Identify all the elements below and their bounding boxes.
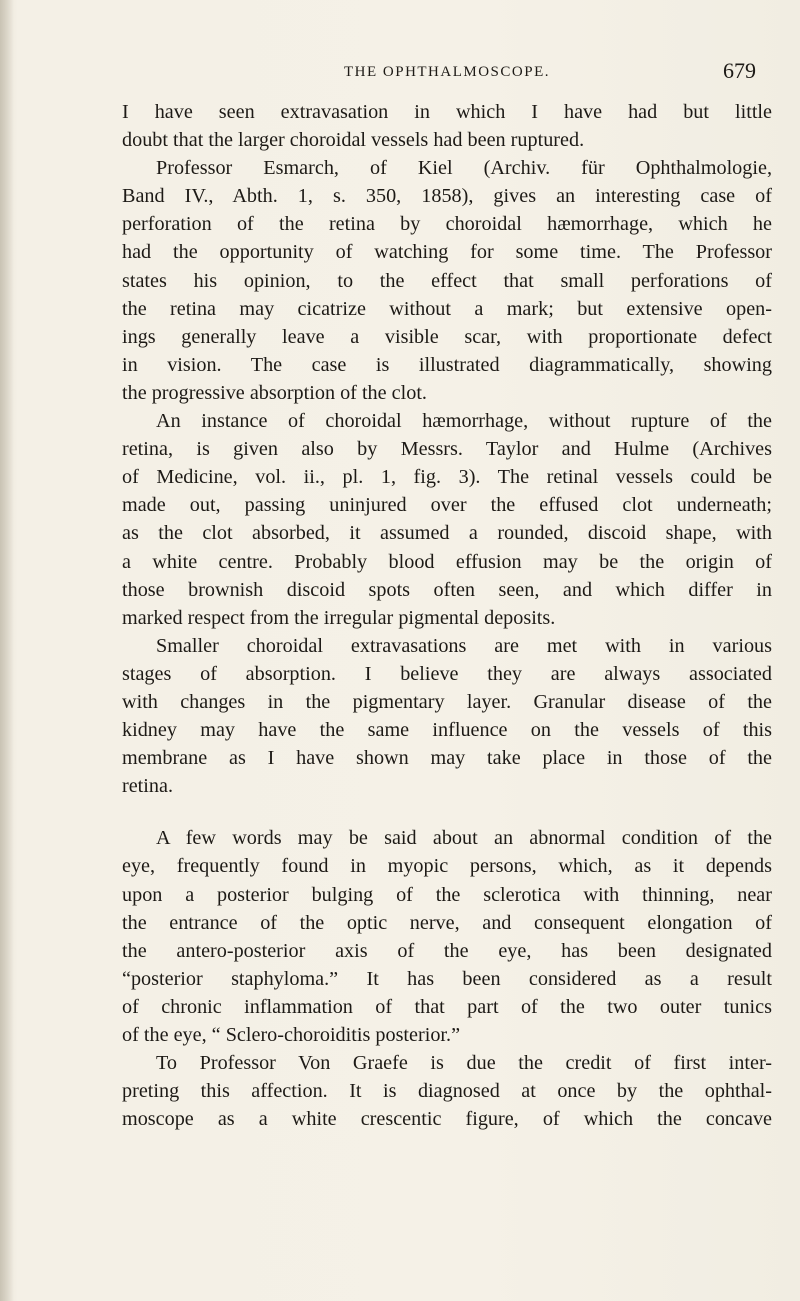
running-head <box>92 58 762 88</box>
text-line: of chronic inflammation of that part of the two outer tunics <box>122 995 772 1018</box>
text-line: the entrance of the optic nerve, and consequent elongation of <box>122 911 772 934</box>
paragraph-5 <box>122 824 772 1049</box>
text-line: of Medicine, vol. ii., pl. 1, fig. 3). The retinal vessels could be <box>122 466 772 489</box>
text-line: of the eye, “ Sclero-choroiditis posterior.” <box>122 1024 461 1046</box>
text-line: kidney may have the same influence on the vessels of this <box>122 719 772 742</box>
text-line: An instance of choroidal hæmorrhage, without rupture of the <box>156 410 772 433</box>
text-line: the antero-posterior axis of the eye, has been designated <box>122 939 772 962</box>
text-line: a white centre. Probably blood effusion may be the origin of <box>122 550 772 573</box>
text-line: eye, frequently found in myopic persons, which, as it depends <box>122 855 772 878</box>
text-line: doubt that the larger choroidal vessels had been ruptured. <box>122 129 585 152</box>
text-line: Professor Esmarch, of Kiel (Archiv. für Ophthalmologie, <box>156 157 772 180</box>
text-line: the retina may cicatrize without a mark; but extensive open- <box>122 297 772 320</box>
text-line: Smaller choroidal extravasations are met with in various <box>156 634 772 657</box>
text-line: those brownish discoid spots often seen, and which differ in <box>122 578 772 601</box>
running-head-title: THE OPHTHALMOSCOPE. <box>343 64 550 80</box>
text-line: made out, passing uninjured over the effused clot underneath; <box>122 494 772 517</box>
paragraph-3 <box>122 407 772 632</box>
text-line: Band IV., Abth. 1, s. 350, 1858), gives an interesting case of <box>122 185 772 208</box>
section-gap <box>122 800 772 824</box>
page-number: 679 <box>723 58 756 83</box>
text-line: “posterior staphyloma.” It has been considered as a result <box>122 967 772 990</box>
text-line: as the clot absorbed, it assumed a rounded, discoid shape, with <box>122 522 772 545</box>
text-line: To Professor Von Graefe is due the credit of first inter- <box>156 1052 772 1075</box>
text-line: retina. <box>122 775 174 798</box>
text-line: stages of absorption. I believe they are always associated <box>122 662 772 685</box>
text-line: the progressive absorption of the clot. <box>122 381 427 404</box>
text-line: ings generally leave a visible scar, with proportionate defect <box>122 325 772 348</box>
text-line: perforation of the retina by choroidal hæmorrhage, which he <box>122 213 772 236</box>
text-line: marked respect from the irregular pigmental deposits. <box>122 606 556 629</box>
text-line: retina, is given also by Messrs. Taylor and Hulme (Archives <box>122 438 772 461</box>
text-line: had the opportunity of watching for some time. The Professor <box>122 241 772 264</box>
text-line: I have seen extravasation in which I have had but little <box>122 101 772 123</box>
text-line: membrane as I have shown may take place in those of the <box>122 747 772 770</box>
paragraph-2 <box>122 154 772 407</box>
text-line: in vision. The case is illustrated diagrammatically, showing <box>122 353 772 376</box>
text-line: upon a posterior bulging of the sclerotica with thinning, near <box>122 883 772 906</box>
text-line: states his opinion, to the effect that small perforations of <box>122 269 772 292</box>
text-line: preting this affection. It is diagnosed at once by the ophthal- <box>122 1080 772 1103</box>
paragraph-1 <box>122 98 772 154</box>
text-line: moscope as a white crescentic figure, of which the concave <box>122 1108 772 1131</box>
text-line: A few words may be said about an abnormal condition of the <box>156 827 772 850</box>
paragraph-4 <box>122 632 772 801</box>
body-text <box>122 98 772 1133</box>
page-gutter-shadow <box>0 0 14 1301</box>
paragraph-6 <box>122 1049 772 1133</box>
text-line: with changes in the pigmentary layer. Granular disease of the <box>122 690 772 713</box>
